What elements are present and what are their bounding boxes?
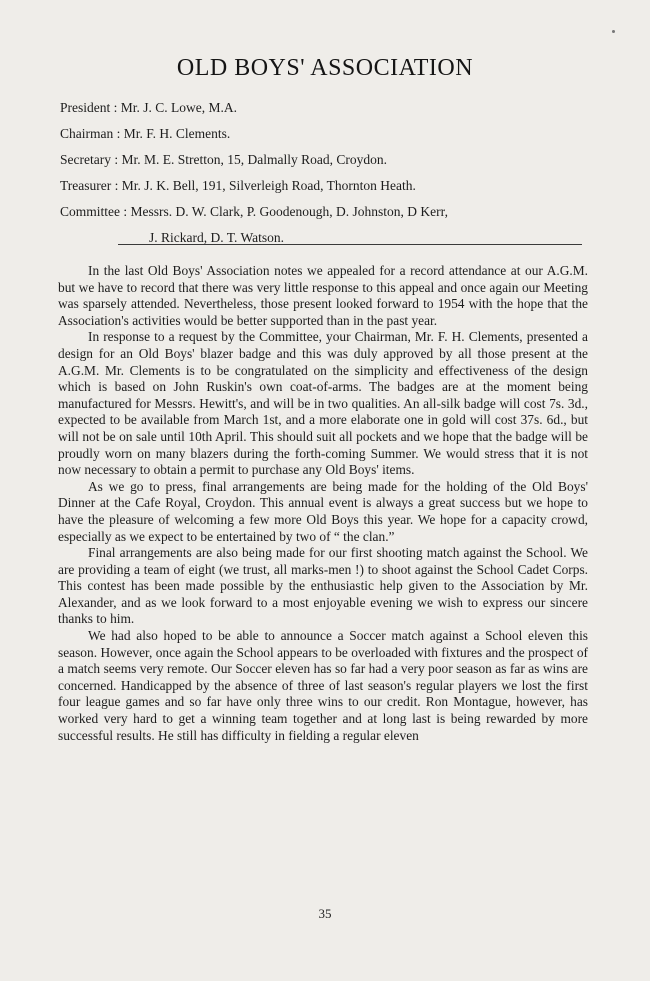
officer-names: Mr. M. E. Stretton, 15, Dalmally Road, Croydon.	[121, 152, 387, 167]
print-speck	[612, 30, 615, 33]
officer-role: Chairman :	[60, 126, 121, 141]
divider-rule	[118, 244, 582, 245]
officer-role: President :	[60, 100, 118, 115]
paragraph-agm: In the last Old Boys' Association notes we appealed for a record attendance at our A.G.M. but we have to record that there was very little response to this appeal and once again our Meeting was sparsely attended. Nevertheless, those present looked forward to 1954 with the hope that the Association's activities would be better supported than in the past year.	[58, 263, 588, 328]
officer-role: Committee :	[60, 204, 128, 219]
officer-role: Treasurer :	[60, 178, 119, 193]
paragraph-dinner: As we go to press, final arrangements are being made for the holding of the Old Boys' Dinner at the Cafe Royal, Croydon. This annual event is always a great success but we hope to have the pleasure of welcoming a few more Old Boys this year. We hope for a capacity crowd, especially as we expect to be entertained by two of “ the clan.”	[58, 478, 588, 544]
officers-list	[60, 99, 600, 255]
officer-committee	[60, 203, 600, 229]
officer-names: Mr. F. H. Clements.	[123, 126, 231, 141]
officer-names: Mr. J. C. Lowe, M.A.	[120, 100, 238, 115]
officer-president	[60, 99, 600, 125]
officer-role: Secretary :	[60, 152, 119, 167]
officer-names: Mr. J. K. Bell, 191, Silverleigh Road, Thornton Heath.	[121, 178, 416, 193]
article-body	[58, 263, 588, 744]
committee-continued: J. Rickard, D. T. Watson.	[149, 230, 285, 245]
paragraph-blazer-badge: In response to a request by the Committee, your Chairman, Mr. F. H. Clements, presented a design for an Old Boys' blazer badge and this was duly approved by all those present at the A.G.M. Mr. Clements is to be congratulated on the simplicity and effectiveness of the design which is based on John Ruskin's own coat-of-arms. The badges are at the moment being manufactured for Messrs. Hewitt's, and will be in two qualities. An all-silk badge will cost 7s. 3d., expected to be available from March 1st, and a more elaborate one in gold will cost 37s. 6d., but will not be on sale until 10th April. This should suit all pockets and we hope that the badge will be proudly worn on many blazers during the forth-coming Summer. We would stress that it is not now necessary to obtain a permit to purchase any Old Boys' items.	[58, 329, 588, 478]
officer-secretary	[60, 151, 600, 177]
page-number: 35	[318, 906, 332, 921]
officer-names: Messrs. D. W. Clark, P. Goodenough, D. Johnston, D Kerr,	[130, 204, 448, 219]
paragraph-shooting-match: Final arrangements are also being made for our first shooting match against the School. We are providing a team of eight (we trust, all marks-men !) to shoot against the School Cadet Corps. This contest has been made possible by the enthusiastic help given to the Association by Mr. Alexander, and as we look forward to a most enjoyable evening we wish to express our sincere thanks to him.	[58, 545, 588, 627]
officer-chairman	[60, 125, 600, 151]
officer-treasurer	[60, 177, 600, 203]
paragraph-soccer: We had also hoped to be able to announce a Soccer match against a School eleven this season. However, once again the School appears to be overloaded with fixtures and the prospect of a match seems very remote. Our Soccer eleven has so far had a very poor season as far as wins are concerned. Handicapped by the absence of three of last season's regular players we lost the first four league games and so far have only three wins to our credit. Ron Montague, however, has worked very hard to get a winning team together and at long last is being rewarded by more successful results. He still has difficulty in fielding a regular eleven	[58, 628, 588, 743]
page-title: OLD BOYS' ASSOCIATION	[176, 55, 474, 81]
